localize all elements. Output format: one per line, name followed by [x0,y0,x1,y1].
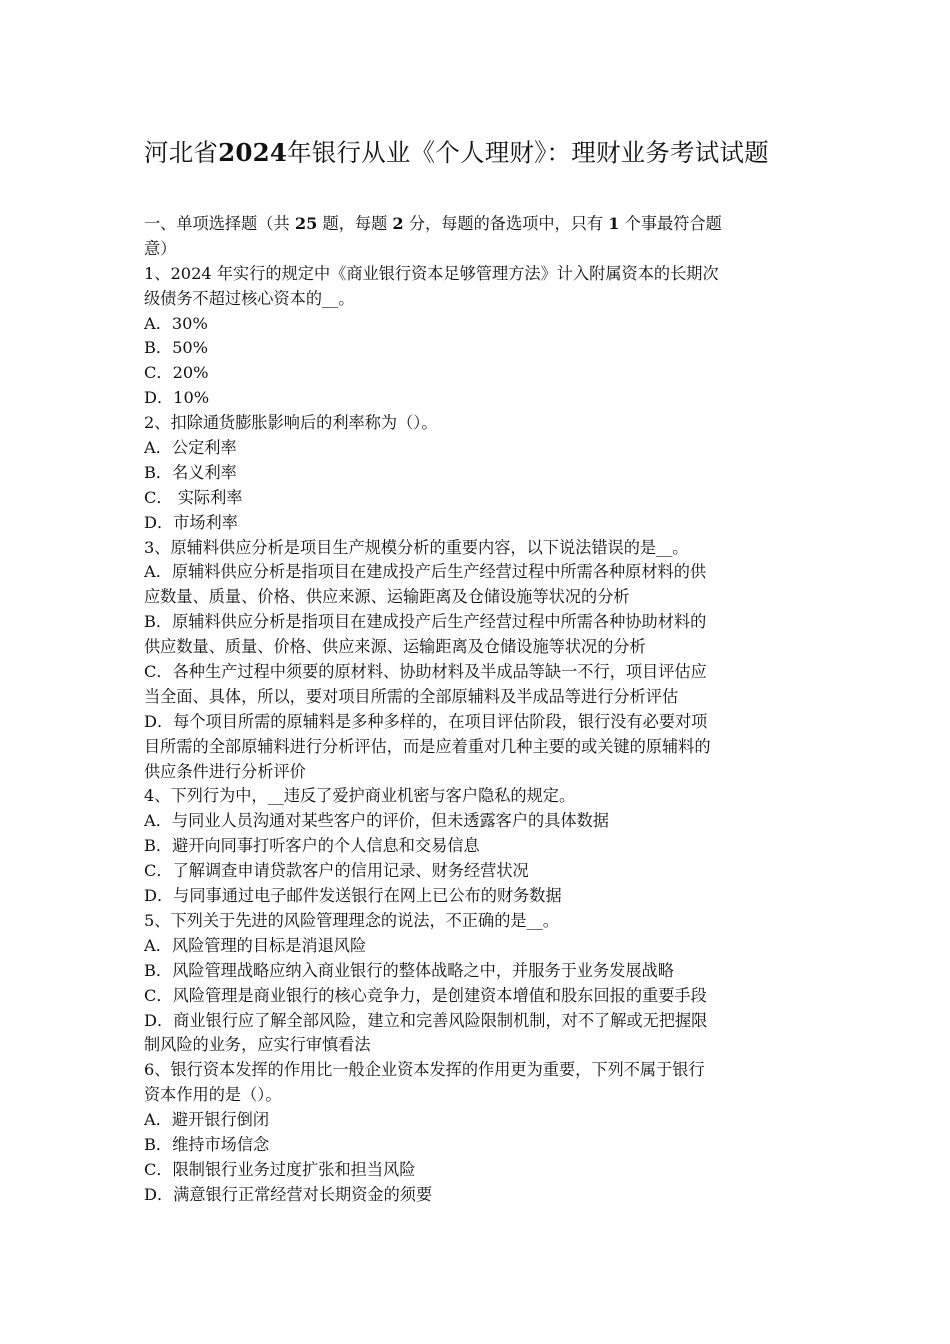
text-line: B．名义利率 [144,462,237,482]
text-line: B．50% [144,338,209,358]
text-line: 资本作用的是（）。 [144,1085,282,1105]
text-line: A．30% [144,313,208,333]
text-line: B．避开向同事打听客户的个人信息和交易信息 [144,836,480,856]
text-line: D．与同事通过电子邮件发送银行在网上已公布的财务数据 [144,886,562,906]
text-line: C．限制银行业务过度扩张和担当风险 [144,1159,416,1179]
text-run: 个事最符合题 [619,214,722,233]
text-line: C．了解调查申请贷款客户的信用记录、财务经营状况 [144,861,529,881]
text-line: C． 实际利率 [144,487,243,507]
text-run: 一、单项选择题（共 [144,214,295,233]
text-line: A．与同业人员沟通对某些客户的评价，但未透露客户的具体数据 [144,811,609,831]
text-run: 分，每题的备选项中，只有 [403,214,609,233]
question-count: 25 [294,214,318,233]
text-line: 当全面、具体，所以，要对项目所需的全部原辅料及半成品等进行分析评估 [144,686,679,706]
text-line: C．风险管理是商业银行的核心竞争力，是创建资本增值和股东回报的重要手段 [144,985,707,1005]
points-per-question: 2 [392,214,404,233]
text-line: D．商业银行应了解全部风险，建立和完善风险限制机制，对不了解或无把握限 [144,1010,708,1030]
text-line: A．风险管理的目标是消退风险 [144,935,367,955]
text-line: B．原辅料供应分析是指项目在建成投产后生产经营过程中所需各种协助材料的 [144,612,707,632]
text-line: D．每个项目所需的原辅料是多种多样的，在项目评估阶段，银行没有必要对项 [144,711,708,731]
correct-option-count: 1 [608,214,620,233]
title-year: 2024 [218,138,288,167]
section-header-line: 意） [144,238,177,258]
document-title [144,135,824,171]
text-line: 级债务不超过核心资本的__。 [144,288,355,308]
text-line: A．原辅料供应分析是指项目在建成投产后生产经营过程中所需各种原材料的供 [144,562,707,582]
text-line: D．市场利率 [144,512,238,532]
text-line: 6、银行资本发挥的作用比一般企业资本发挥的作用更为重要，下列不属于银行 [144,1060,705,1080]
document-body [144,212,808,1208]
text-line: C．各种生产过程中须要的原材料、协助材料及半成品等缺一不行，项目评估应 [144,662,707,682]
text-line: C．20% [144,363,209,383]
text-line: B．维持市场信念 [144,1134,270,1154]
text-line: D．满意银行正常经营对长期资金的须要 [144,1184,433,1204]
text-line: 5、下列关于先进的风险管理理念的说法，不正确的是__。 [144,910,559,930]
text-line: 供应条件进行分析评价 [144,761,306,781]
text-line: 2、扣除通货膨胀影响后的利率称为（）。 [144,413,438,433]
text-line: 4、下列行为中，__违反了爱护商业机密与客户隐私的规定。 [144,786,576,806]
text-line: 供应数量、质量、价格、供应来源、运输距离及仓储设施等状况的分析 [144,637,646,657]
text-line: 应数量、质量、价格、供应来源、运输距离及仓储设施等状况的分析 [144,587,630,607]
text-line: B．风险管理战略应纳入商业银行的整体战略之中，并服务于业务发展战略 [144,960,674,980]
text-line: A．公定利率 [144,438,237,458]
title-part: 年银行从业《个人理财》：理财业务考试试题 [287,138,769,167]
text-line: 1、2024 年实行的规定中《商业银行资本足够管理方法》计入附属资本的长期次 [144,263,719,283]
text-run: 题，每题 [317,214,393,233]
section-header-line [144,212,808,237]
text-line: D．10% [144,388,210,408]
text-line: 目所需的全部原辅料进行分析评估，而是应着重对几种主要的或关键的原辅料的 [144,736,711,756]
text-line: 3、原辅料供应分析是项目生产规模分析的重要内容，以下说法错误的是__。 [144,537,689,557]
title-part: 河北省 [144,138,219,167]
text-line: A．避开银行倒闭 [144,1110,270,1130]
question-lines [144,262,808,1208]
text-line: 制风险的业务，应实行审慎看法 [144,1035,371,1055]
